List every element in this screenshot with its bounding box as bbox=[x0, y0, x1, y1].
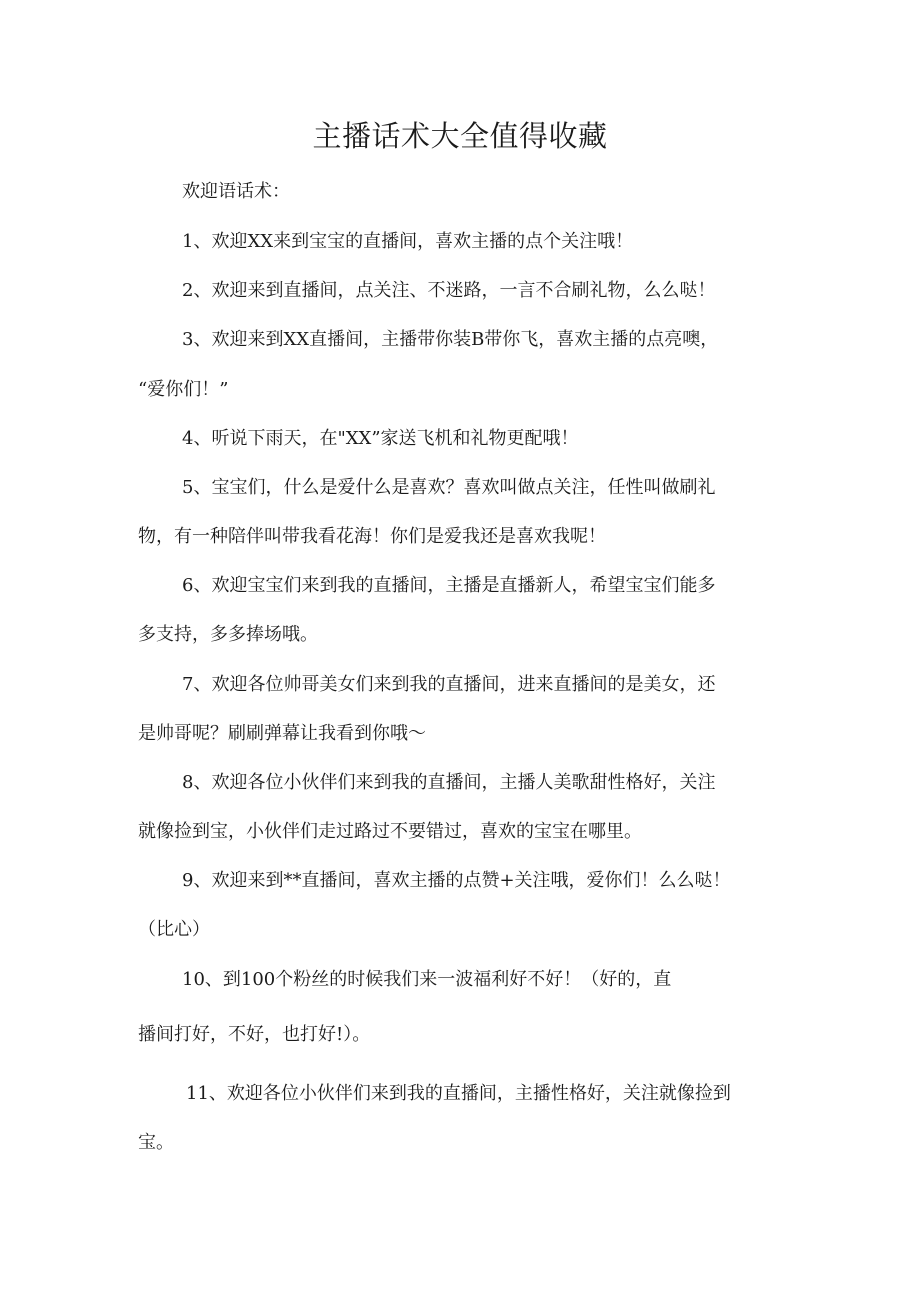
paragraph-line: 3、欢迎来到XX直播间，主播带你装B带你飞，喜欢主播的点亮噢， bbox=[182, 329, 719, 350]
paragraph-line: 1、欢迎XX来到宝宝的直播间，喜欢主播的点个关注哦！ bbox=[182, 231, 634, 252]
paragraph-line: 宝。 bbox=[138, 1132, 174, 1153]
paragraph-line: 4、听说下雨天，在"XX”家送飞机和礼物更配哦！ bbox=[182, 428, 579, 449]
paragraph-line: 9、欢迎来到**直播间，喜欢主播的点赞+关注哦，爱你们！么么哒！ bbox=[182, 870, 731, 891]
paragraph-line: 8、欢迎各位小伙伴们来到我的直播间，主播人美歌甜性格好，关注 bbox=[182, 772, 716, 793]
paragraph-line: 播间打好，不好，也打好!）。 bbox=[138, 1024, 371, 1045]
paragraph-line: 11、欢迎各位小伙伴们来到我的直播间，主播性格好，关注就像捡到 bbox=[186, 1083, 731, 1104]
paragraph-line: 是帅哥呢？刷刷弹幕让我看到你哦～ bbox=[138, 723, 426, 744]
paragraph-line: 多支持，多多捧场哦。 bbox=[138, 624, 318, 645]
paragraph-line: 2、欢迎来到直播间，点关注、不迷路，一言不合刷礼物，么么哒！ bbox=[182, 280, 716, 301]
paragraph-line: “爱你们！” bbox=[138, 379, 229, 400]
paragraph-line: （比心） bbox=[138, 919, 210, 940]
paragraph-line: 5、宝宝们，什么是爱什么是喜欢？喜欢叫做点关注，任性叫做刷礼 bbox=[182, 477, 716, 498]
paragraph-line: 就像捡到宝，小伙伴们走过路过不要错过，喜欢的宝宝在哪里。 bbox=[138, 821, 642, 842]
document-title: 主播话术大全值得收藏 bbox=[312, 119, 608, 153]
paragraph-line: 6、欢迎宝宝们来到我的直播间，主播是直播新人，希望宝宝们能多 bbox=[182, 575, 716, 596]
paragraph-line: 10、到100个粉丝的时候我们来一波福利好不好！（好的，直 bbox=[182, 969, 672, 990]
paragraph-line: 7、欢迎各位帅哥美女们来到我的直播间，进来直播间的是美女，还 bbox=[182, 674, 716, 695]
section-heading: 欢迎语话术： bbox=[182, 181, 290, 202]
paragraph-line: 物，有一种陪伴叫带我看花海！你们是爱我还是喜欢我呢！ bbox=[138, 526, 606, 547]
